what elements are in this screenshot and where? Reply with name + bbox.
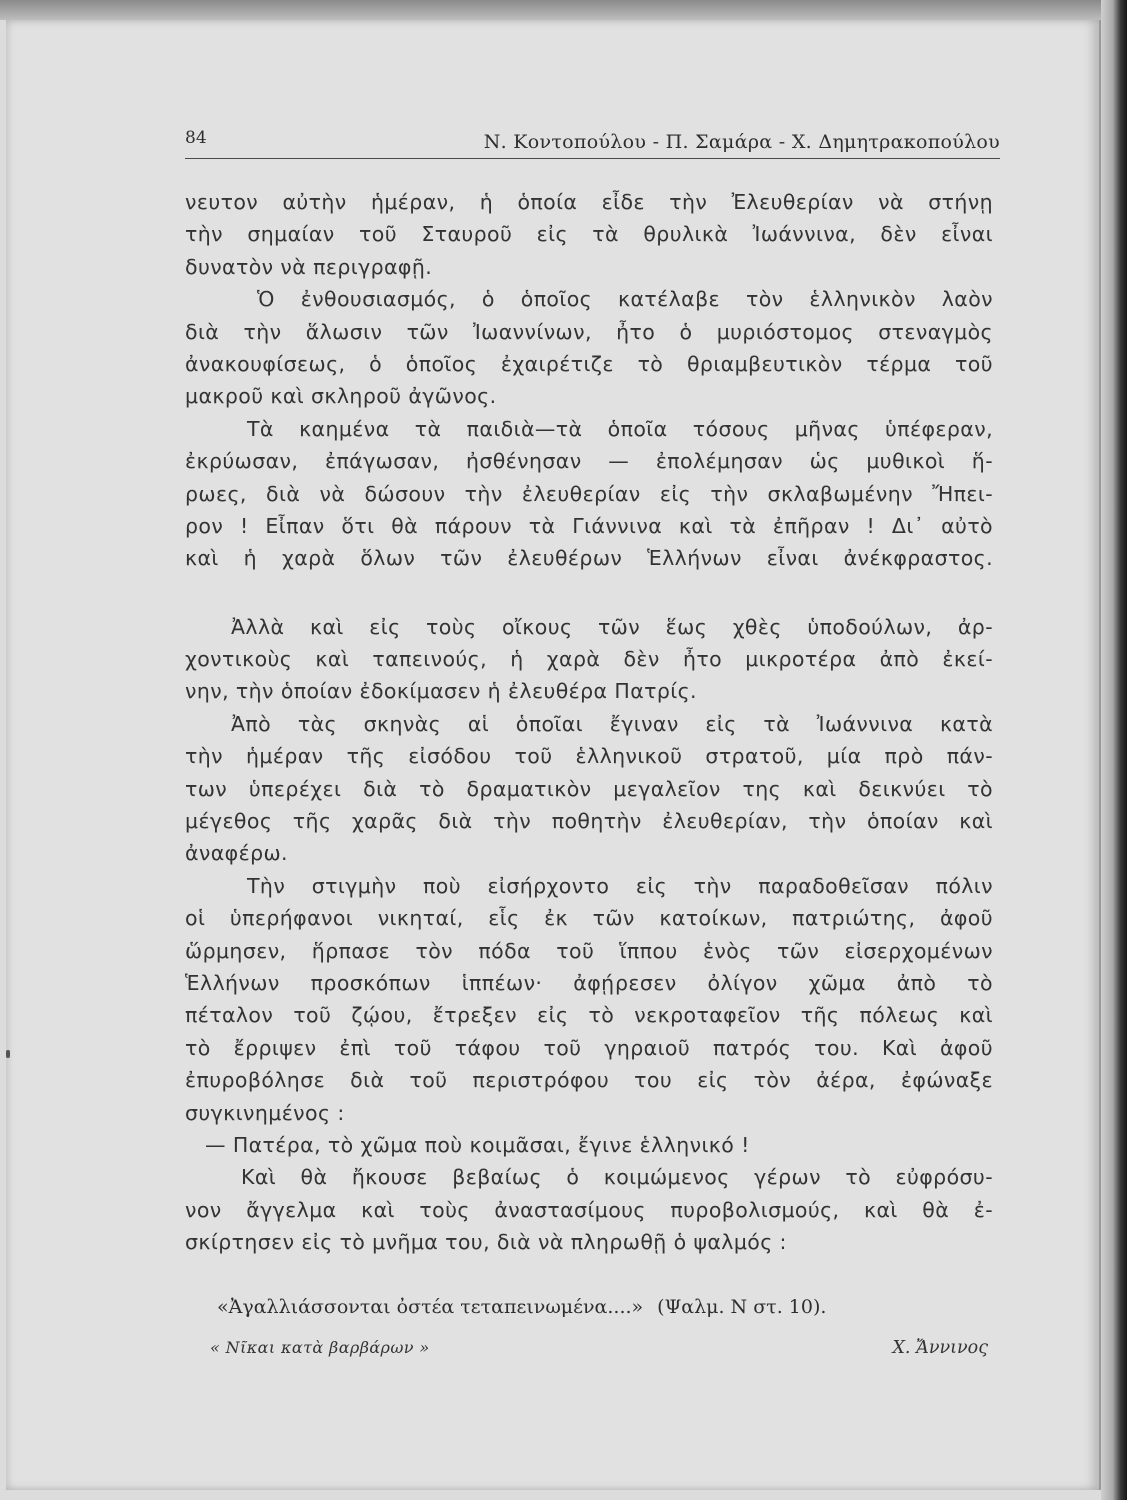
text-line: ἐκρύωσαν, ἐπάγωσαν, ἠσθένησαν — ἐπολέμησαν ὡς μυθικοὶ ἥ- <box>185 449 993 474</box>
text-line: Ἀπὸ τὰς σκηνὰς αἱ ὁποῖαι ἔγιναν εἰς τὰ Ἰωάννινα κατὰ <box>231 711 993 736</box>
text-line: ἀνακουφίσεως, ὁ ὁποῖος ἐχαιρέτιζε τὸ θριαμβευτικὸν τέρμα τοῦ <box>185 351 993 376</box>
source-title: « Νῖκαι κατὰ βαρβάρων » <box>210 1338 430 1357</box>
text-line: — Πατέρα, τὸ χῶμα ποὺ κοιμᾶσαι, ἔγινε ἑλληνικό ! <box>205 1132 750 1157</box>
psalm-quote <box>217 1296 1007 1318</box>
scan-speck <box>6 1050 10 1058</box>
text-line: ὥρμησεν, ἥρπασε τὸν πόδα τοῦ ἵππου ἑνὸς τῶν εἰσερχομένων <box>185 938 993 963</box>
source-attribution <box>210 1338 988 1362</box>
text-line: τὸ ἔρριψεν ἐπὶ τοῦ τάφου τοῦ γηραιοῦ πατρός του. Καὶ ἀφοῦ <box>185 1035 993 1060</box>
book-spine-edge <box>1101 0 1127 1500</box>
text-line: Ἑλλήνων προσκόπων ἱππέων· ἀφῄρεσεν ὀλίγον χῶμα ἀπὸ τὸ <box>185 970 993 995</box>
text-line: συγκινημένος : <box>185 1100 345 1125</box>
text-line: μέγεθος τῆς χαρᾶς διὰ τὴν ποθητὴν ἐλευθερίαν, τὴν ὁποίαν καὶ <box>185 809 993 834</box>
page-header <box>185 128 1000 159</box>
text-line: διὰ τὴν ἅλωσιν τῶν Ἰωαννίνων, ἦτο ὁ μυριόστομος στεναγμὸς <box>185 319 993 344</box>
text-line: Τὴν στιγμὴν ποὺ εἰσήρχοντο εἰς τὴν παραδοθεῖσαν πόλιν <box>247 873 993 898</box>
text-line: ἐπυροβόλησε διὰ τοῦ περιστρόφου του εἰς τὸν ἀέρα, ἐφώναξε <box>185 1068 993 1093</box>
text-line: ρωες, διὰ νὰ δώσουν τὴν ἐλευθερίαν εἰς τὴν σκλαβωμένην Ἤπει- <box>185 481 993 506</box>
text-line: δυνατὸν νὰ περιγραφῇ. <box>185 254 433 279</box>
text-line: ρον ! Εἶπαν ὅτι θὰ πάρουν τὰ Γιάννινα καὶ τὰ ἐπῆραν ! Δι᾽ αὐτὸ <box>185 513 993 538</box>
text-line: Τὰ καημένα τὰ παιδιὰ—τὰ ὁποῖα τόσους μῆνας ὑπέφεραν, <box>247 416 993 441</box>
text-line: πέταλον τοῦ ζῴου, ἔτρεξεν εἰς τὸ νεκροταφεῖον τῆς πόλεως καὶ <box>185 1003 993 1028</box>
text-line: νον ἄγγελμα καὶ τοὺς ἀναστασίμους πυροβολισμούς, καὶ θὰ ἐ- <box>185 1197 993 1222</box>
running-head: Ν. Κοντοπούλου - Π. Σαμάρα - Χ. Δημητρακοπούλου <box>483 131 1000 153</box>
text-line: μακροῦ καὶ σκληροῦ ἀγῶνος. <box>185 384 497 409</box>
text-line: τὴν σημαίαν τοῦ Σταυροῦ εἰς τὰ θρυλικὰ Ἰωάννινα, δὲν εἶναι <box>185 222 993 247</box>
text-line: Ἀλλὰ καὶ εἰς τοὺς οἴκους τῶν ἕως χθὲς ὑποδούλων, ἀρ- <box>231 614 993 639</box>
text-line: Ὁ ἐνθουσιασμός, ὁ ὁποῖος κατέλαβε τὸν ἑλληνικὸν λαὸν <box>257 287 993 312</box>
quote-text: «Ἀγαλλιάσσονται ὀστέα τεταπεινωμένα....» <box>217 1296 644 1318</box>
text-line: τὴν ἡμέραν τῆς εἰσόδου τοῦ ἑλληνικοῦ στρατοῦ, μία πρὸ πάν- <box>185 744 993 769</box>
text-line: ἀναφέρω. <box>185 841 288 866</box>
source-author: Χ. Ἄννινος <box>892 1338 988 1358</box>
text-line: καὶ ἡ χαρὰ ὅλων τῶν ἐλευθέρων Ἑλλήνων εἶναι ἀνέκφραστος. <box>185 546 993 571</box>
text-line: νην, τὴν ὁποίαν ἐδοκίμασεν ἡ ἐλευθέρα Πατρίς. <box>185 679 697 704</box>
page-top-edge <box>0 0 1127 20</box>
text-line: χοντικοὺς καὶ ταπεινούς, ἡ χαρὰ δὲν ἦτο μικροτέρα ἀπὸ ἐκεί- <box>185 647 993 672</box>
quote-reference: (Ψαλμ. Ν στ. 10). <box>657 1296 827 1318</box>
text-line: σκίρτησεν εἰς τὸ μνῆμα του, διὰ νὰ πληρωθῇ ὁ ψαλμός : <box>185 1230 787 1255</box>
page-number: 84 <box>185 128 207 148</box>
paragraph-gap <box>185 575 993 611</box>
text-line: Καὶ θὰ ἤκουσε βεβαίως ὁ κοιμώμενος γέρων τὸ εὐφρόσυ- <box>241 1165 993 1190</box>
body-text <box>185 186 993 1259</box>
text-line: των ὑπερέχει διὰ τὸ δραματικὸν μεγαλεῖον της καὶ δεικνύει τὸ <box>185 776 993 801</box>
text-line: νευτον αὐτὴν ἡμέραν, ἡ ὁποία εἶδε τὴν Ἐλευθερίαν νὰ στήνῃ <box>185 190 993 214</box>
text-line: οἱ ὑπερήφανοι νικηταί, εἷς ἐκ τῶν κατοίκων, πατριώτης, ἀφοῦ <box>185 906 993 931</box>
